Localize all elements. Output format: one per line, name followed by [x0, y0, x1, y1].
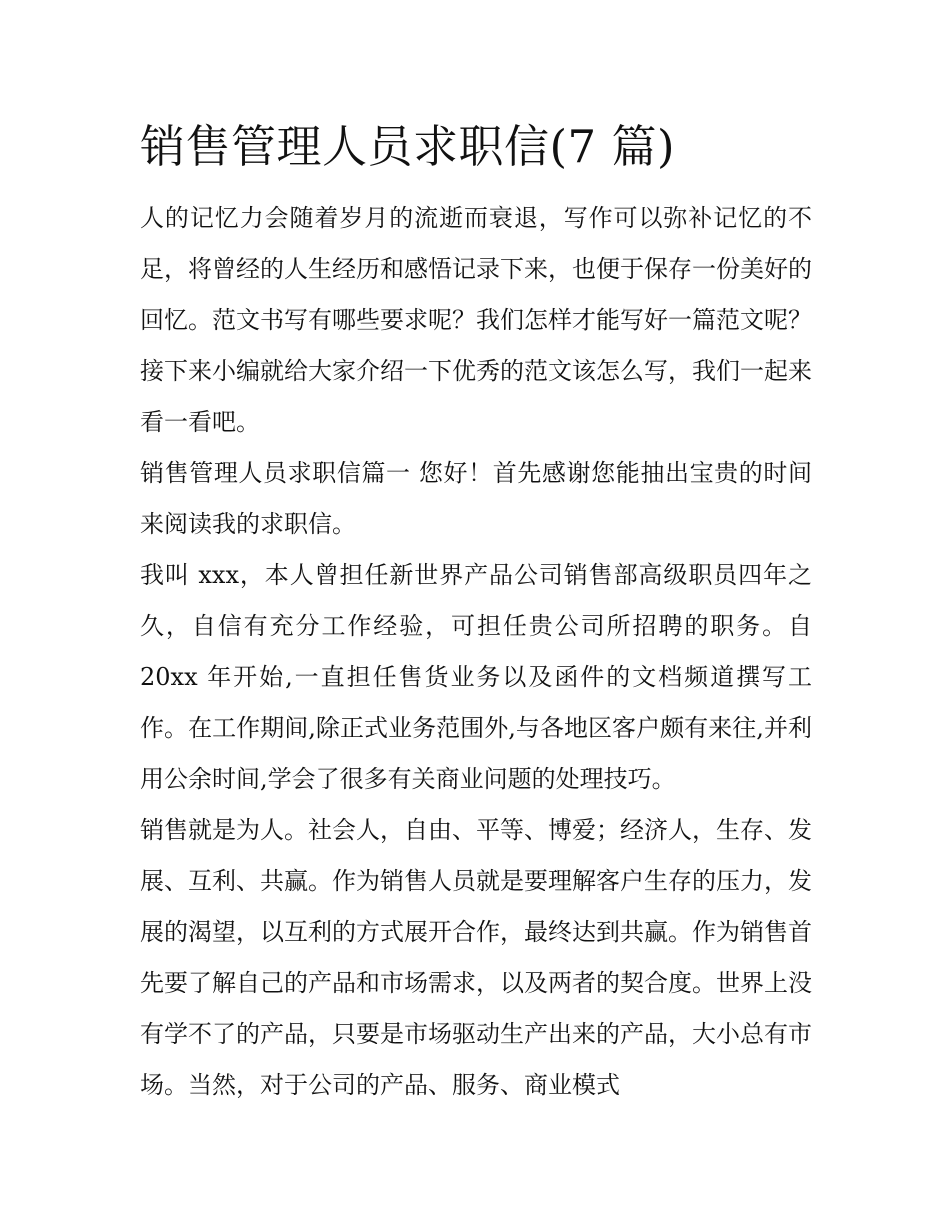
letter-greeting-paragraph: 销售管理人员求职信篇一 您好！首先感谢您能抽出宝贵的时间来阅读我的求职信。 — [140, 459, 812, 538]
document-body — [140, 115, 812, 1111]
self-introduction-paragraph: 我叫 xxx，本人曾担任新世界产品公司销售部高级职员四年之久，自信有充分工作经验，可担任贵公司所招聘的职务。自 20xx 年开始,一直担任售货业务以及函件的文档频道撰写工作。在工作期间,除正式业务范围外,与各地区客户颇有来往,并利用公余时间,学会了很多有关商业问题的处理技巧。 — [140, 561, 812, 793]
intro-paragraph: 人的记忆力会随着岁月的流逝而衰退，写作可以弥补记忆的不足，将曾经的人生经历和感悟记录下来，也便于保存一份美好的回忆。范文书写有哪些要求呢？我们怎样才能写好一篇范文呢？接下来小编就给大家介绍一下优秀的范文该怎么写，我们一起来看一看吧。 — [140, 204, 812, 436]
sales-philosophy-paragraph: 销售就是为人。社会人，自由、平等、博爱；经济人，生存、发展、互利、共赢。作为销售人员就是要理解客户生存的压力，发展的渴望，以互利的方式展开合作，最终达到共赢。作为销售首先要了解自己的产品和市场需求，以及两者的契合度。世界上没有学不了的产品，只要是市场驱动生产出来的产品，大小总有市场。当然，对于公司的产品、服务、商业模式 — [140, 816, 812, 1099]
document-title: 销售管理人员求职信(7 篇) — [140, 120, 676, 173]
